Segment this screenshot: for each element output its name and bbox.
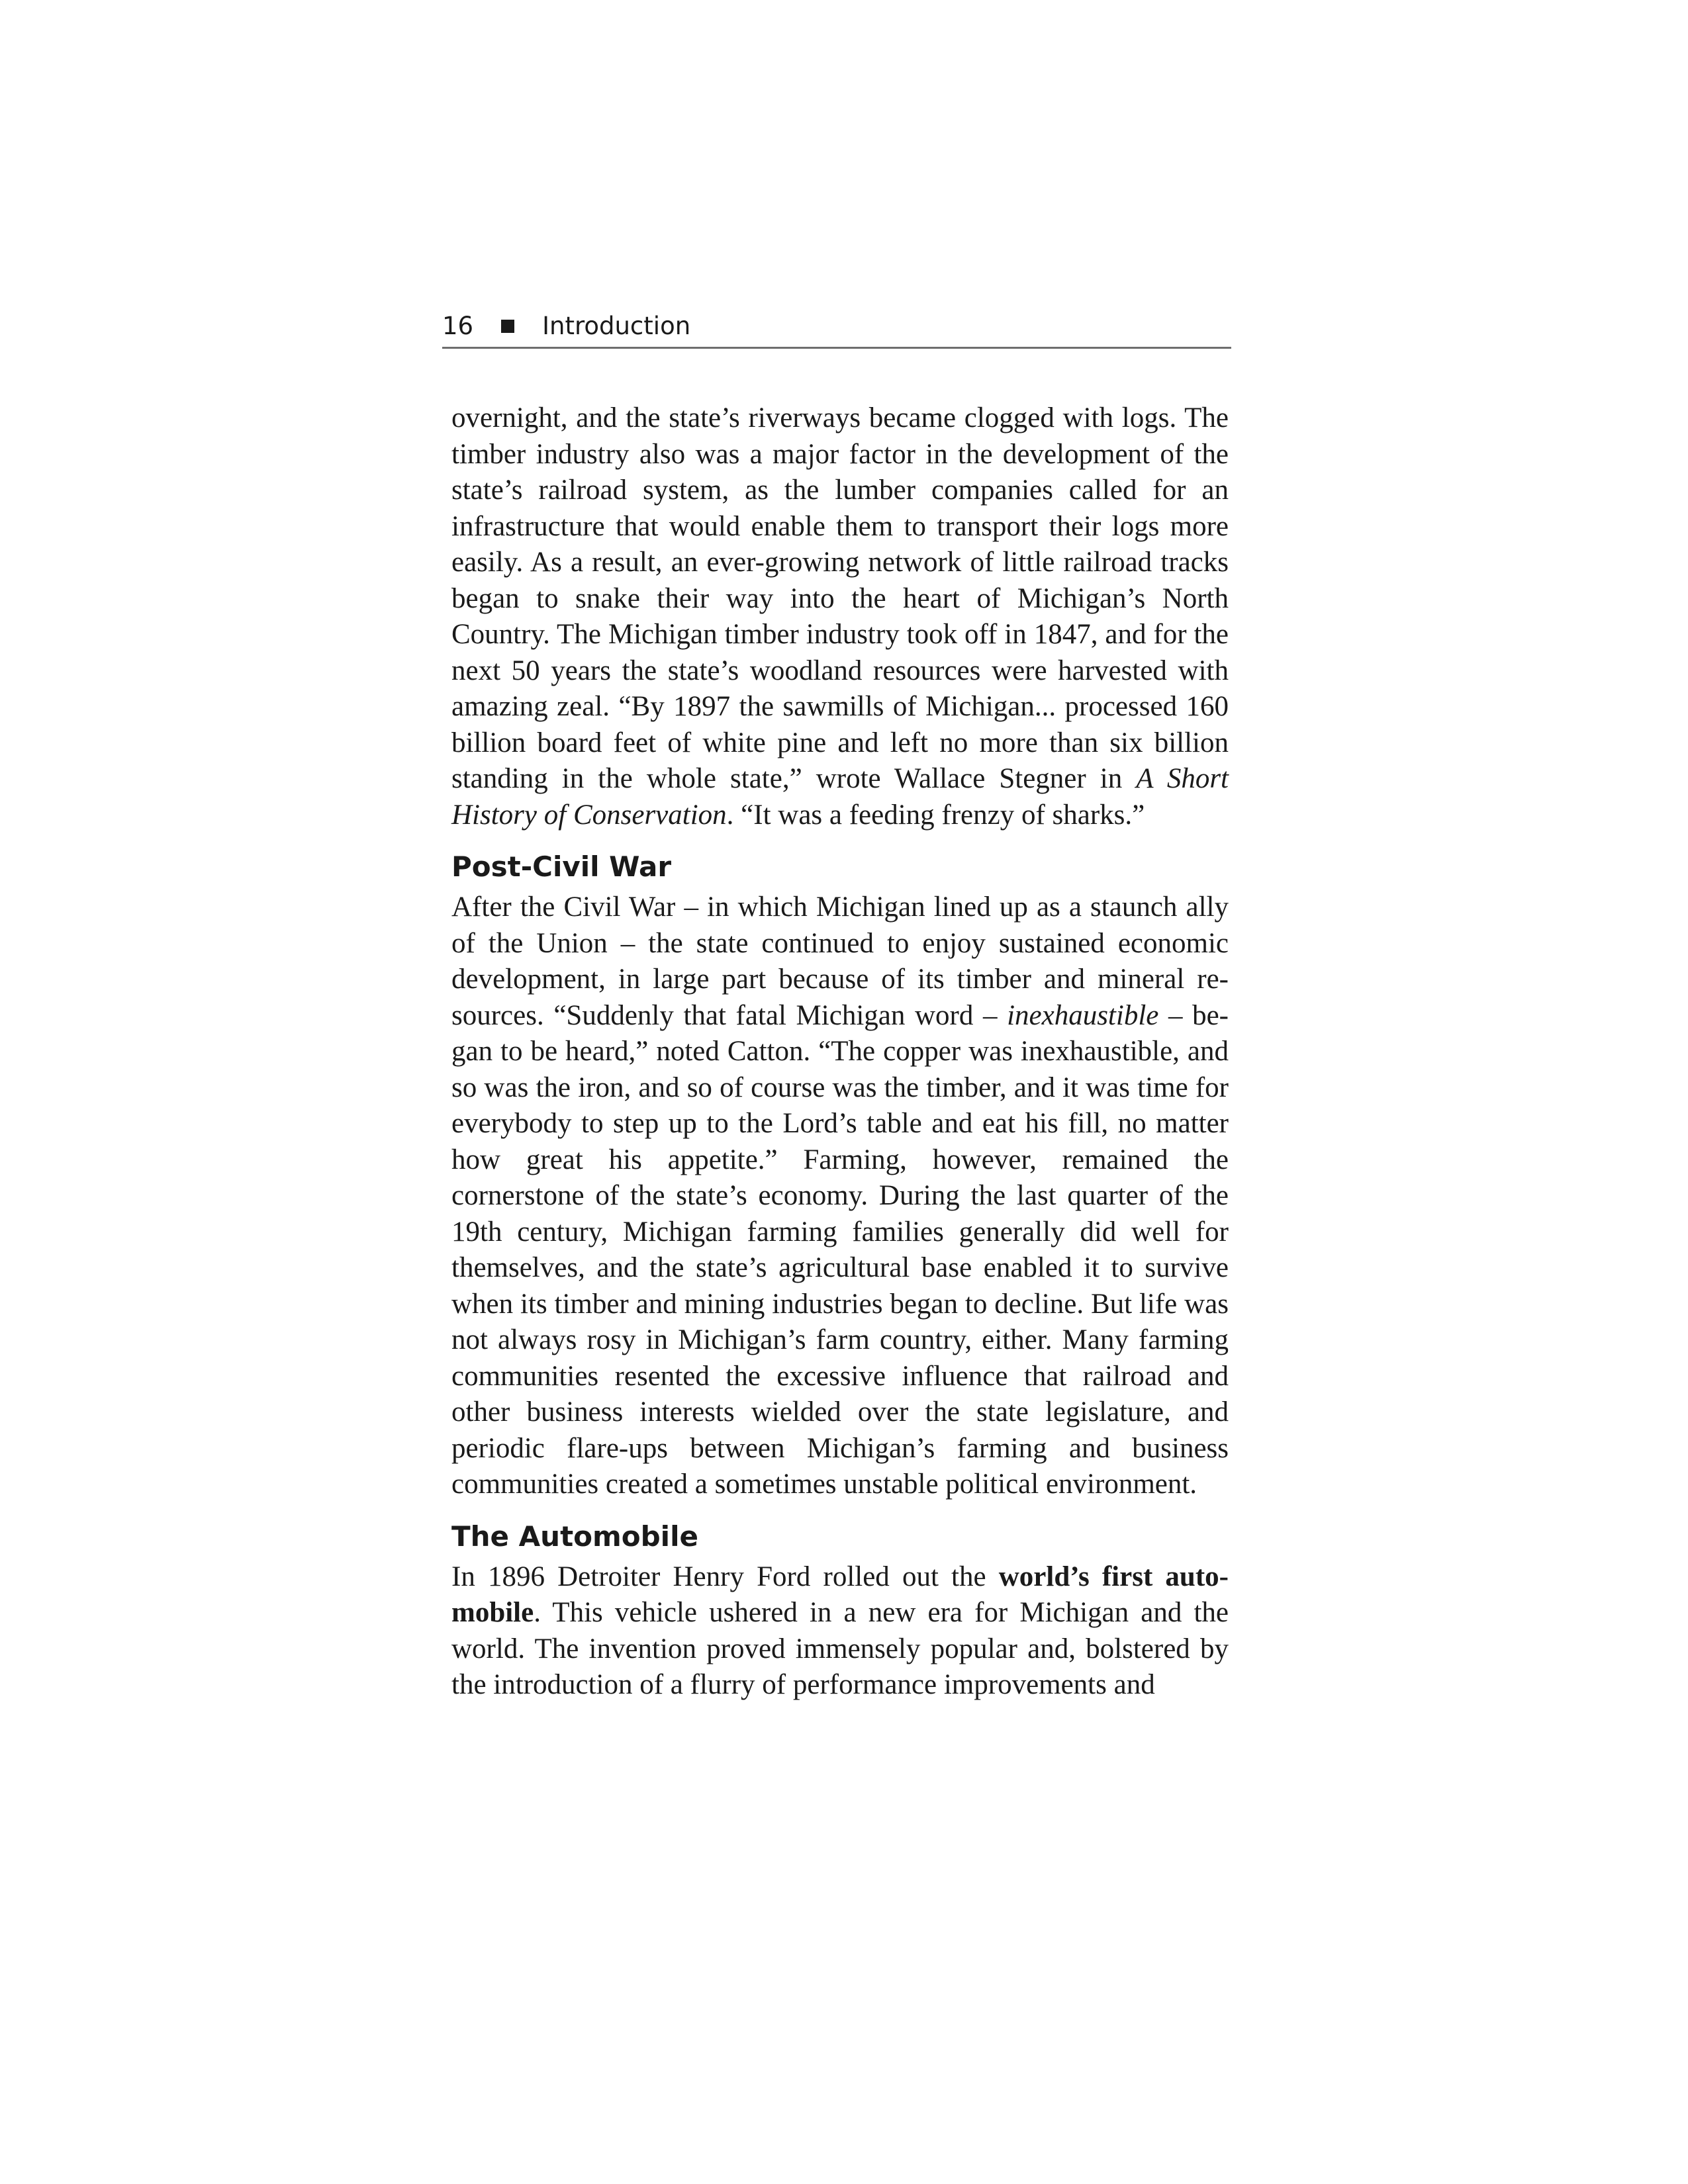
paragraph-text: – began to be heard,” noted Catton. “The copper was inexhaustible, and so was the iron, and so of course was the timber, and it was time for everybody to step up to the Lord’s table and eat his fill, no matter how great his appetite.” Farming, however, remained the cornerstone of the state’s economy. During the last quarter of the 19th century, Michigan farming families generally did well for themselves, and the state’s agricultural base enabled it to survive when its timber and mining industries began to decline. But life was not always rosy in Michigan’s farm country, either. Many farming communities resented the excessive influence that railroad and other business interests wielded over the state legislature, and periodic flare-ups between Michigan’s farming and business communities created a sometimes unstable political environment. [451,999,1229,1500]
paragraph-text: . This vehicle ushered in a new era for Michigan and the world. The invention proved immensely popular and, bolstered by the introduction of a flurry of performance improvements and [451,1597,1229,1700]
bold-phrase: world’s first automobile [451,1561,1229,1628]
paragraph-text: . “It was a feeding frenzy of sharks.” [726,799,1145,831]
book-title: A Short History of Conservation [451,763,1229,831]
paragraph-timber [451,400,1229,833]
square-bullet-icon [501,320,514,333]
section-title: Introduction [542,312,691,340]
page-number: 16 [442,312,474,340]
paragraph-text: overnight, and the state’s riverways became clogged with logs. The timber industry also was a major factor in the development of the state’s railroad system, as the lumber companies called for an infrastructure that would enable them to transport their logs more easily. As a result, an ever-growing network of little railroad tracks began to snake their way into the heart of Michigan’s North Country. The Michigan timber industry took off in 1847, and for the next 50 years the state’s woodland resources were harvested with amazing zeal. “By 1897 the sawmills of Michigan... processed 160 billion board feet of white pine and left no more than six billion standing in the whole state,” wrote Wallace Stegner in [451,402,1229,794]
body-text [451,400,1229,1704]
heading-post-civil-war: Post-Civil War [451,850,672,883]
paragraph-text: After the Civil War – in which Michigan lined up as a staunch ally of the Union – the state continued to enjoy sustained economic development, in large part because of its timber and mineral resources. “Suddenly that fatal Michigan word – [451,891,1229,1031]
paragraph-automobile [451,1559,1229,1704]
heading-automobile: The Automobile [451,1520,698,1553]
running-head [442,306,1231,349]
italic-word: inexhaustible [1007,999,1159,1031]
paragraph-post-civil-war [451,889,1229,1503]
paragraph-text: In 1896 Detroiter Henry Ford rolled out the [451,1561,999,1592]
